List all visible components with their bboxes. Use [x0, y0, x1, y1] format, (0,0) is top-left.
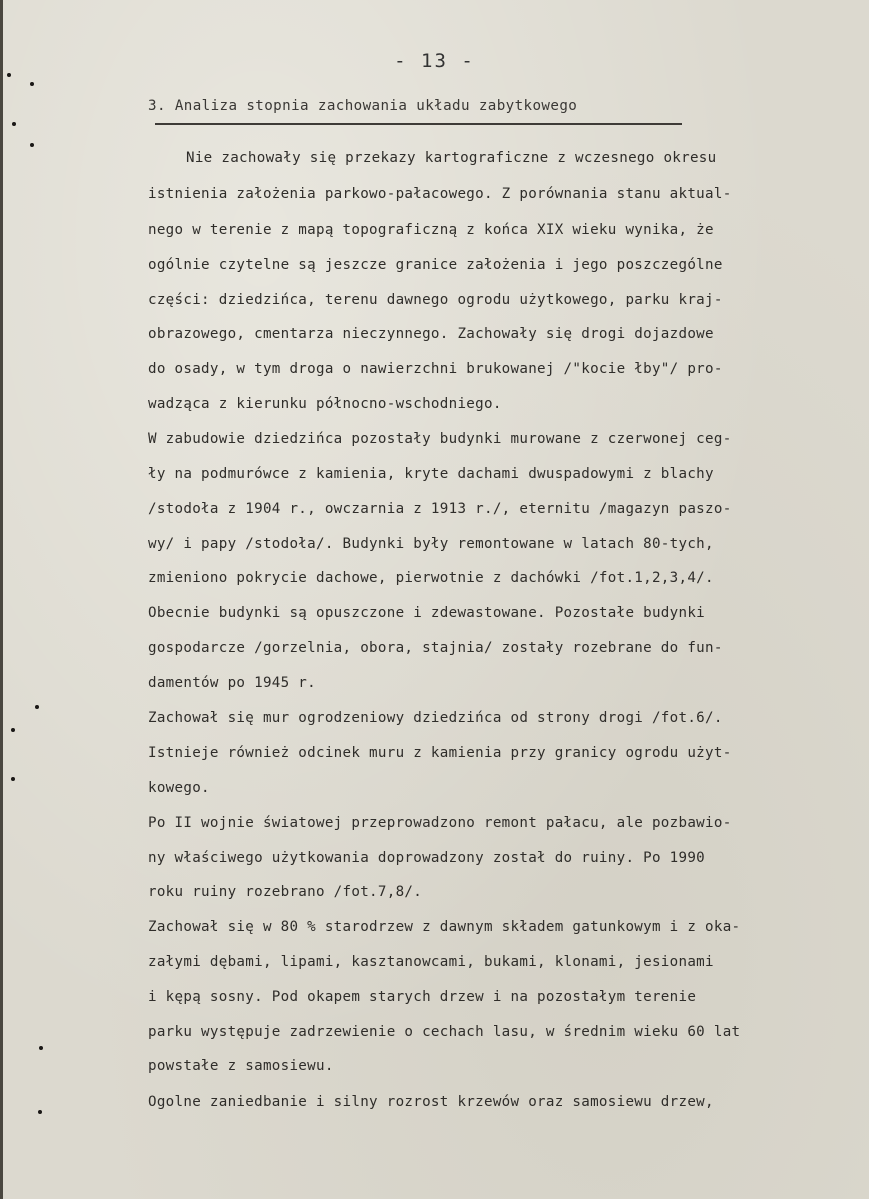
margin-dot [12, 122, 16, 126]
text-line: i kępą sosny. Pod okapem starych drzew i na pozostałym terenie [148, 989, 697, 1005]
margin-dot [35, 705, 39, 709]
page-left-edge [0, 0, 3, 1199]
text-line: części: dziedzińca, terenu dawnego ogrodu użytkowego, parku kraj- [148, 292, 723, 308]
text-line: nego w terenie z mapą topograficzną z końca XIX wieku wynika, że [148, 222, 714, 238]
text-line: parku występuje zadrzewienie o cechach lasu, w średnim wieku 60 lat [148, 1024, 741, 1040]
text-line: Zachował się mur ogrodzeniowy dziedzińca od strony drogi /fot.6/. [148, 710, 723, 726]
text-line: Ogolne zaniedbanie i silny rozrost krzewów oraz samosiewu drzew, [148, 1094, 714, 1110]
text-line: ogólnie czytelne są jeszcze granice założenia i jego poszczególne [148, 257, 723, 273]
text-line: załymi dębami, lipami, kasztanowcami, bukami, klonami, jesionami [148, 954, 714, 970]
text-line: obrazowego, cmentarza nieczynnego. Zachowały się drogi dojazdowe [148, 326, 714, 342]
text-line: Zachował się w 80 % starodrzew z dawnym składem gatunkowym i z oka- [148, 919, 741, 935]
text-line: damentów po 1945 r. [148, 675, 316, 691]
margin-dot [30, 82, 34, 86]
section-heading: 3. Analiza stopnia zachowania układu zabytkowego [148, 98, 578, 114]
text-line: kowego. [148, 780, 210, 796]
text-line: Nie zachowały się przekazy kartograficzne z wczesnego okresu [186, 150, 717, 166]
margin-dot [7, 73, 11, 77]
margin-dot [11, 777, 15, 781]
margin-dot [38, 1110, 42, 1114]
heading-underline [155, 123, 682, 125]
margin-dot [30, 143, 34, 147]
text-line: gospodarcze /gorzelnia, obora, stajnia/ zostały rozebrane do fun- [148, 640, 723, 656]
text-line: /stodoła z 1904 r., owczarnia z 1913 r./, eternitu /magazyn paszo- [148, 501, 732, 517]
text-line: Po II wojnie światowej przeprowadzono remont pałacu, ale pozbawio- [148, 815, 732, 831]
text-line: W zabudowie dziedzińca pozostały budynki murowane z czerwonej ceg- [148, 431, 732, 447]
text-line: wadząca z kierunku północno-wschodniego. [148, 396, 502, 412]
text-line: wy/ i papy /stodoła/. Budynki były remontowane w latach 80-tych, [148, 536, 714, 552]
text-line: zmieniono pokrycie dachowe, pierwotnie z dachówki /fot.1,2,3,4/. [148, 570, 714, 586]
margin-dot [39, 1046, 43, 1050]
text-line: ły na podmurówce z kamienia, kryte dachami dwuspadowymi z blachy [148, 466, 714, 482]
text-line: ny właściwego użytkowania doprowadzony został do ruiny. Po 1990 [148, 850, 706, 866]
text-line: istnienia założenia parkowo-pałacowego. Z porównania stanu aktual- [148, 186, 732, 202]
text-line: Istnieje również odcinek muru z kamienia przy granicy ogrodu użyt- [148, 745, 732, 761]
text-line: do osady, w tym droga o nawierzchni brukowanej /"kocie łby"/ pro- [148, 361, 723, 377]
text-line: roku ruiny rozebrano /fot.7,8/. [148, 884, 423, 900]
margin-dot [11, 728, 15, 732]
text-line: Obecnie budynki są opuszczone i zdewastowane. Pozostałe budynki [148, 605, 706, 621]
page-number: - 13 - [394, 50, 475, 72]
text-line: powstałe z samosiewu. [148, 1058, 334, 1074]
